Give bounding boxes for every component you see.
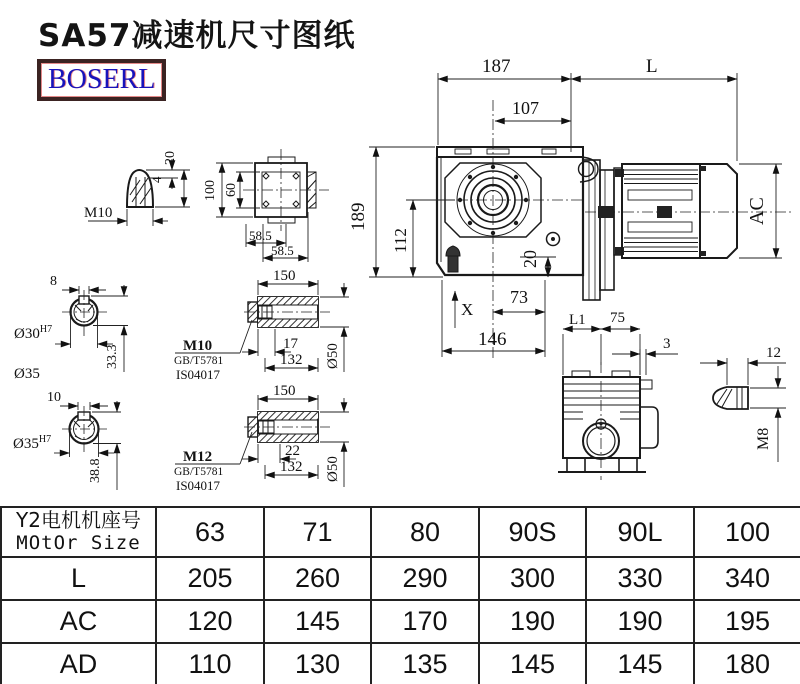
- page-title: SA57减速机尺寸图纸: [38, 18, 356, 54]
- dim-58-5-a: 58.5: [249, 228, 272, 243]
- table-cell: 135: [371, 643, 479, 684]
- screw-view: [700, 345, 786, 462]
- note-m10: M10: [183, 338, 213, 354]
- note-gb-b: GB/T5781: [174, 466, 224, 478]
- table-cell: 145: [264, 600, 371, 643]
- dim-112: 112: [391, 228, 410, 253]
- dim-75: 75: [610, 310, 625, 326]
- table-cell: 170: [371, 600, 479, 643]
- dim-189: 189: [348, 202, 369, 231]
- dim-10: 10: [47, 390, 61, 405]
- dim-60: 60: [224, 183, 239, 197]
- dim-l1: L1: [569, 312, 586, 328]
- header-line2: MOtOr Size: [16, 532, 141, 554]
- bolt-note-b: [174, 432, 252, 493]
- table-cell: 145: [586, 643, 694, 684]
- dim-foot-20: 20: [520, 250, 540, 268]
- label-x: X: [461, 300, 474, 319]
- label-d35: Ø35: [14, 366, 40, 382]
- table-cell: 130: [264, 643, 371, 684]
- table-cell: 180: [694, 643, 800, 684]
- dim-L: L: [646, 56, 658, 77]
- dim-107: 107: [512, 98, 539, 118]
- dim-12: 12: [766, 345, 781, 361]
- note-m12: M12: [183, 449, 213, 465]
- note-iso-b: IS04017: [176, 478, 221, 493]
- brand-logo-text: BOSERL: [48, 64, 156, 95]
- table-cell: 290: [371, 557, 479, 600]
- bolt-note-a: [174, 320, 252, 382]
- table-cell: 120: [156, 600, 264, 643]
- row-label: L: [1, 557, 156, 600]
- dim-bore-30: $Ø30^{H7}$: [14, 324, 53, 342]
- dim-20: 20: [163, 151, 178, 165]
- dim-73: 73: [510, 287, 528, 307]
- dim-132-a: 132: [280, 352, 303, 368]
- table-row: [1, 643, 800, 684]
- dim-ac: AC: [746, 197, 768, 225]
- col-header: 63: [156, 507, 264, 557]
- shaft-section-35: [13, 390, 121, 490]
- header-line1: Y2电机机座号: [16, 508, 141, 532]
- dim-m10: M10: [84, 205, 113, 221]
- dim-bore-35: $Ø35^{H7}$: [13, 434, 52, 452]
- dim-4: 4: [149, 176, 164, 183]
- dim-od50-b: Ø50: [325, 456, 341, 482]
- dim-100: 100: [203, 180, 218, 201]
- dim-150-b: 150: [273, 383, 296, 399]
- col-header: 71: [264, 507, 371, 557]
- table-cell: 145: [479, 643, 586, 684]
- table-cell: 340: [694, 557, 800, 600]
- table-row: [1, 600, 800, 643]
- note-iso-a: IS04017: [176, 367, 221, 382]
- motor-size-table: [0, 506, 800, 684]
- table-cell: 205: [156, 557, 264, 600]
- dim-146: 146: [478, 329, 507, 350]
- table-cell: 110: [156, 643, 264, 684]
- row-label: AD: [1, 643, 156, 684]
- dim-33-3: 33.3: [105, 344, 120, 369]
- dim-132-b: 132: [280, 459, 303, 475]
- table-cell: 190: [586, 600, 694, 643]
- col-header: 90L: [586, 507, 694, 557]
- gearbox-top-view: [203, 149, 329, 262]
- note-gb-a: GB/T5781: [174, 355, 224, 367]
- end-view: [558, 310, 678, 480]
- col-header: 80: [371, 507, 479, 557]
- dim-17: 17: [283, 336, 298, 352]
- dim-150-a: 150: [273, 268, 296, 284]
- table-cell: 260: [264, 557, 371, 600]
- table-header-cell: [1, 507, 156, 557]
- col-header: 100: [694, 507, 800, 557]
- dim-58-5-b: 58.5: [271, 243, 294, 258]
- row-label: AC: [1, 600, 156, 643]
- dim-od50-a: Ø50: [325, 343, 341, 369]
- hollow-shaft-b: [242, 383, 349, 487]
- shaft-section-30: [14, 274, 128, 382]
- dim-m8: M8: [755, 427, 772, 450]
- dim-22: 22: [285, 443, 300, 459]
- table-cell: 300: [479, 557, 586, 600]
- table-cell: 330: [586, 557, 694, 600]
- col-header: 90S: [479, 507, 586, 557]
- table-row: [1, 557, 800, 600]
- dim-3: 3: [663, 336, 671, 352]
- dim-187: 187: [482, 56, 511, 77]
- dim-38-8: 38.8: [88, 458, 103, 483]
- table-cell: 195: [694, 600, 800, 643]
- hollow-shaft-a: [242, 268, 349, 372]
- plug-view: [84, 151, 190, 226]
- table-cell: 190: [479, 600, 586, 643]
- dim-8: 8: [50, 274, 57, 289]
- table-header-row: [1, 507, 800, 557]
